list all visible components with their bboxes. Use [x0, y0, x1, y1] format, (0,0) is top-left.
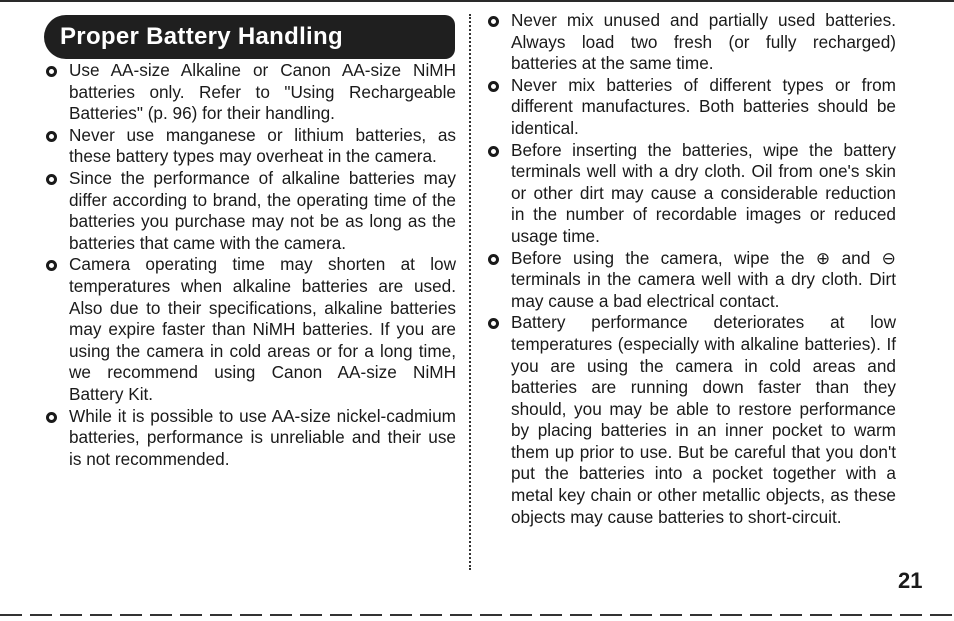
list-item [486, 10, 896, 75]
list-item [44, 60, 456, 125]
bottom-rule [0, 614, 954, 616]
left-column [44, 60, 456, 470]
bullet-text: Use AA-size Alkaline or Canon AA-size NiMH batteries only. Refer to "Using Rechargeable Batteries" (p. 96) for their handling. [69, 60, 456, 124]
right-bullet-list [486, 10, 896, 528]
bullet-text: Camera operating time may shorten at low temperatures when alkaline batteries are used. Also due to their specifications, alkaline batteries may expire faster than NiMH batteries. If you are using the camera in cold areas or for a long time, we recommend using Canon AA-size NiMH Battery Kit. [69, 254, 456, 404]
list-item [486, 248, 896, 313]
section-title: Proper Battery Handling [44, 15, 455, 59]
list-item [44, 406, 456, 471]
bullet-text: Before inserting the batteries, wipe the battery terminals well with a dry cloth. Oil from one's skin or other dirt may cause a considerable reduction in the number of recordable images or reduced usage time. [511, 139, 896, 246]
bullet-text: Never use manganese or lithium batteries, as these battery types may overheat in the camera. [69, 124, 456, 167]
right-column [486, 10, 896, 528]
bullet-text: Battery performance deteriorates at low temperatures (especially with alkaline batteries). If you are using the camera in cold areas and batteries are running down faster than they should, you may be able to restore performance by placing batteries in an inner pocket to warm them up prior to use. But be careful that you don't put the batteries into a pocket together with a metal key chain or other metallic objects, as these objects may cause batteries to short-circuit. [511, 312, 896, 527]
circle-bullet-icon [488, 254, 499, 265]
circle-bullet-icon [46, 412, 57, 423]
list-item [486, 140, 896, 248]
bullet-text: Before using the camera, wipe the ⊕ and ⊖ terminals in the camera well with a dry cloth. Dirt may cause a bad electrical contact. [511, 247, 896, 311]
page-number: 21 [898, 568, 923, 593]
circle-bullet-icon [488, 146, 499, 157]
top-rule [0, 0, 954, 2]
left-bullet-list [44, 60, 456, 470]
bullet-text: Never mix unused and partially used batteries. Always load two fresh (or fully recharged) batteries at the same time. [511, 10, 896, 74]
list-item [486, 312, 896, 528]
list-item [486, 75, 896, 140]
bullet-text: While it is possible to use AA-size nickel-cadmium batteries, performance is unreliable and their use is not recommended. [69, 405, 456, 469]
circle-bullet-icon [488, 16, 499, 27]
circle-bullet-icon [46, 260, 57, 271]
list-item [44, 254, 456, 405]
circle-bullet-icon [46, 174, 57, 185]
circle-bullet-icon [488, 318, 499, 329]
circle-bullet-icon [46, 66, 57, 77]
list-item [44, 168, 456, 254]
column-divider [469, 14, 471, 570]
circle-bullet-icon [488, 81, 499, 92]
circle-bullet-icon [46, 131, 57, 142]
list-item [44, 125, 456, 168]
bullet-text: Since the performance of alkaline batteries may differ according to brand, the operating time of the batteries you purchase may not be as long as the batteries that came with the camera. [69, 167, 456, 253]
bullet-text: Never mix batteries of different types or from different manufactures. Both batteries should be identical. [511, 74, 896, 138]
